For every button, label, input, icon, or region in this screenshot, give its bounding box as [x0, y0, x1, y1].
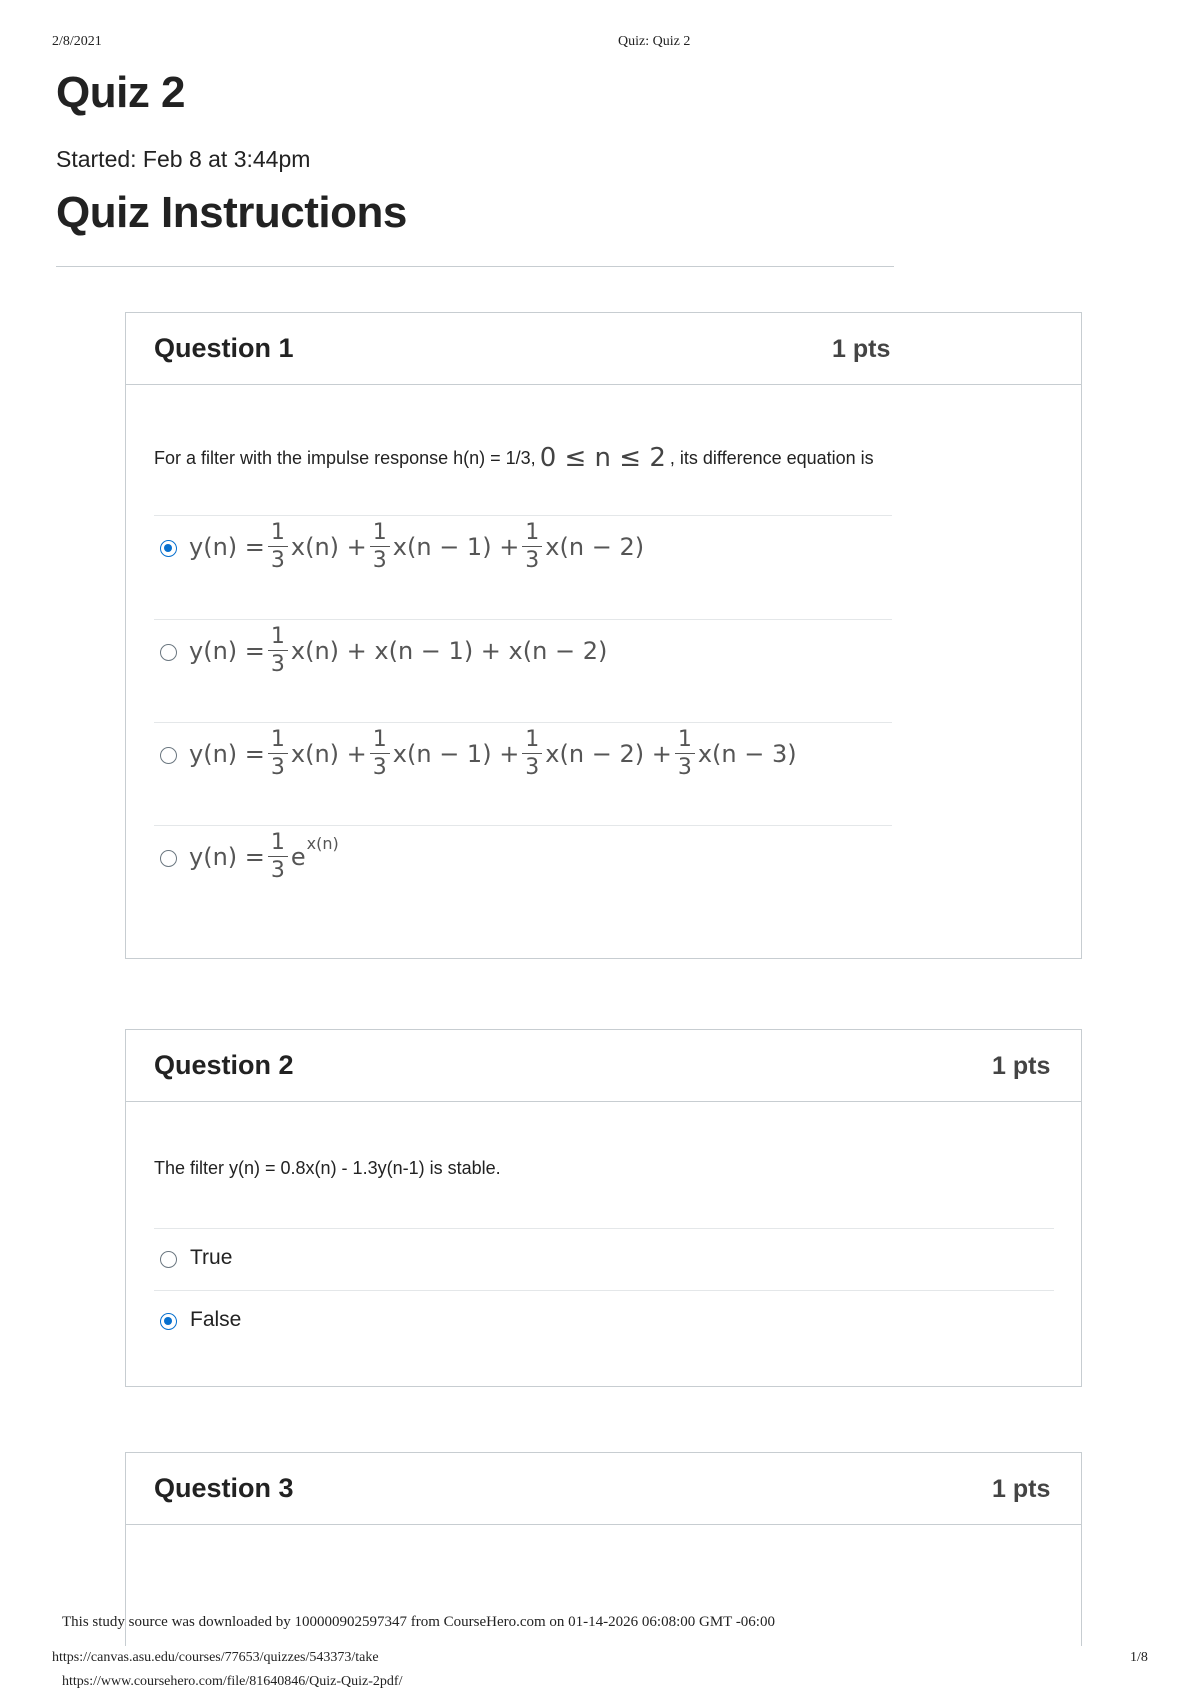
fraction: $\frac{1}{3}$: [268, 626, 288, 676]
print-date: 2/8/2021: [52, 34, 102, 49]
question-points: 1 pts: [832, 335, 891, 363]
radio-button[interactable]: [160, 540, 177, 557]
answer-option-true[interactable]: [154, 1228, 1054, 1290]
started-timestamp: Started: Feb 8 at 3:44pm: [56, 146, 311, 172]
question-text: For a filter with the impulse response h(n) = 1/3, 0 ≤ n ≤ 2 , its difference equation is: [154, 443, 874, 473]
answer-label: True: [190, 1246, 233, 1269]
radio-button[interactable]: [160, 850, 177, 867]
source-note: This study source was downloaded by 100000902597347 from CourseHero.com on 01-14-2026 06:08:00 GMT -06:00: [62, 1614, 775, 1630]
question-title: Question 3: [154, 1473, 294, 1503]
print-page-title: Quiz: Quiz 2: [618, 34, 691, 49]
answer-option-false[interactable]: [154, 1290, 1054, 1352]
radio-button[interactable]: [160, 747, 177, 764]
answer-equation: y(n) = $\frac{1}{3}$ x(n) + $\frac{1}{3}$ x(n − 1) + $\frac{1}{3}$ x(n − 2): [189, 520, 645, 573]
quiz-instructions-heading: Quiz Instructions: [56, 188, 407, 237]
question-title: Question 1: [154, 333, 294, 363]
question-title: Question 2: [154, 1050, 294, 1080]
answer-equation: y(n) = $\frac{1}{3}$ x(n) + $\frac{1}{3}$ x(n − 1) + $\frac{1}{3}$ x(n − 2) + $\frac{1}{3}$ x(n − 3): [189, 727, 797, 780]
question-1-card: [125, 312, 1082, 959]
fraction: $\frac{1}{3}$: [522, 522, 542, 572]
radio-button[interactable]: [160, 644, 177, 661]
fraction: $\frac{1}{3}$: [675, 729, 695, 779]
answer-option-4[interactable]: [154, 825, 892, 928]
answer-option-2[interactable]: [154, 619, 892, 722]
radio-button[interactable]: [160, 1251, 177, 1268]
radio-button[interactable]: [160, 1313, 177, 1330]
question-text: The filter y(n) = 0.8x(n) - 1.3y(n-1) is stable.: [154, 1158, 501, 1178]
page-url[interactable]: https://canvas.asu.edu/courses/77653/quizzes/543373/take: [52, 1650, 379, 1665]
quiz-title: Quiz 2: [56, 68, 186, 117]
fraction: $\frac{1}{3}$: [268, 522, 288, 572]
answer-option-1[interactable]: [154, 515, 892, 619]
page-number: 1/8: [1130, 1650, 1148, 1665]
fraction: $\frac{1}{3}$: [522, 729, 542, 779]
answer-equation: y(n) = $\frac{1}{3}$ x(n) + x(n − 1) + x(n − 2): [189, 624, 608, 677]
answer-option-3[interactable]: [154, 722, 892, 825]
math-inequality: 0 ≤ n ≤ 2: [539, 443, 666, 473]
question-header: [126, 313, 1081, 385]
fraction: $\frac{1}{3}$: [268, 832, 288, 882]
coursehero-url[interactable]: https://www.coursehero.com/file/81640846/Quiz-Quiz-2pdf/: [62, 1674, 403, 1689]
fraction: $\frac{1}{3}$: [370, 729, 390, 779]
fraction: $\frac{1}{3}$: [268, 729, 288, 779]
fraction: $\frac{1}{3}$: [370, 522, 390, 572]
answer-label: False: [190, 1308, 242, 1331]
question-points: 1 pts: [992, 1052, 1051, 1080]
question-2-card: [125, 1029, 1082, 1387]
question-points: 1 pts: [992, 1475, 1051, 1503]
question-header: [126, 1453, 1081, 1525]
question-header: [126, 1030, 1081, 1102]
answer-equation: y(n) = $\frac{1}{3}$ e $^{x(n)}$: [189, 830, 339, 883]
header-divider: [56, 266, 894, 267]
